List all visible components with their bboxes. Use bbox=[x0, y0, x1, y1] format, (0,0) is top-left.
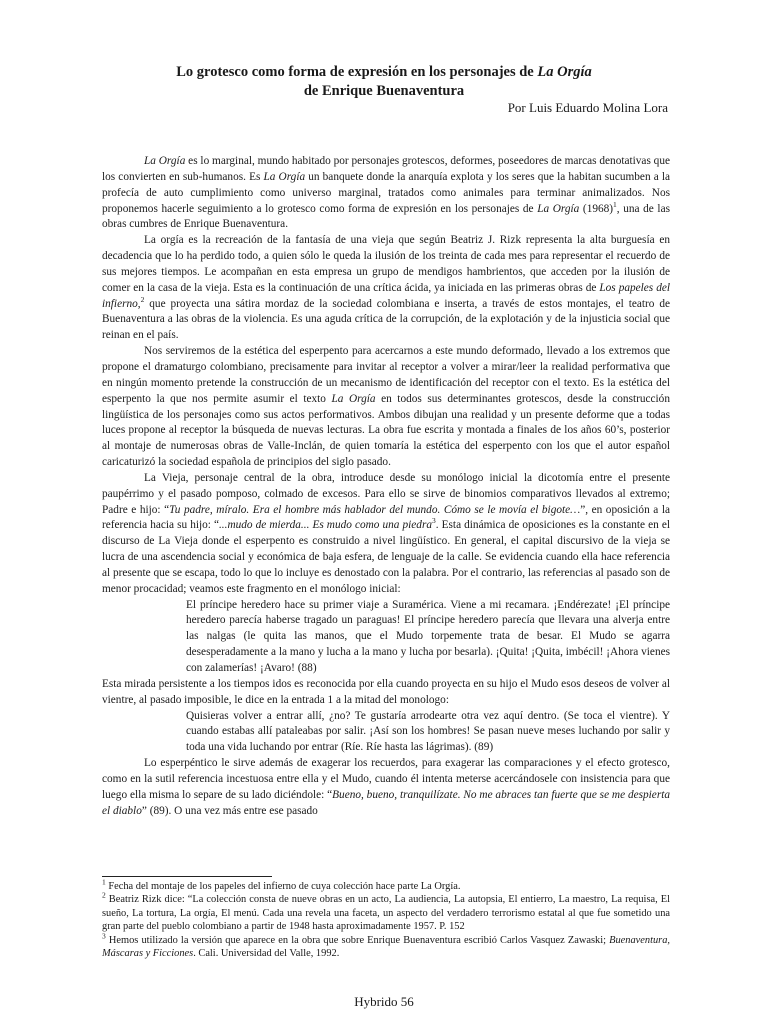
title-italic-work: La Orgía bbox=[537, 64, 592, 80]
footnote-1 bbox=[102, 877, 670, 893]
text-run: (1968) bbox=[579, 202, 614, 215]
paragraph-2 bbox=[102, 233, 670, 344]
footnote-number: 1 bbox=[102, 877, 106, 887]
text-run: La Vieja, personaje central de la obra, introduce desde su monólogo inicial la dicotomía entre el presente paupérrimo y el pasado pomposo, colmado de excesos. Para ello se sirve de binomios comparativos llevados al extremo; Padre e hijo: “ bbox=[102, 471, 670, 516]
italic-quote: Tu padre, míralo. Era el hombre más hablador del mundo. Cómo se le movía el bigote… bbox=[169, 503, 581, 516]
page-footer: Hybrido 56 bbox=[354, 994, 414, 1009]
author-byline: Por Luis Eduardo Molina Lora bbox=[507, 100, 668, 115]
block-quote-2: Quisieras volver a entrar allí, ¿no? Te gustaría arrodearte otra vez aquí dentro. (Se toca el vientre). Y cuando estabas allí pataleabas por salir. ¡Así son los hombres! Se pasan nueve meses luchando por salir y toda una vida luchando por entrar (Ríe. Ríe hasta las lágrimas). (89) bbox=[186, 709, 670, 754]
italic-title: La Orgía bbox=[263, 170, 306, 183]
italic-title: Buenaventura, Máscaras y Ficciones bbox=[102, 934, 670, 960]
text-run: es lo marginal, mundo habitado por personajes grotescos, deformes, poseedores de marcas denotativas que los convierten en sub-humanos. Es bbox=[102, 155, 670, 183]
block-quote-1: El príncipe heredero hace su primer viaje a Suramérica. Viene a mi recamara. ¡Endérezate! ¡El príncipe heredero parecía haberse tragado un paraguas! El príncipe heredero parecía que llevara una alverja entre las nalgas (le quita las manos, que el Mudo torpemente trata de besar. El Mudo se agarra desesperadamente a la mano y lucha a la mano y lucha por besarla). ¡Quita! ¡Quita, imbécil! ¡Ahora vienes con zalamerías! ¡Avaro! (88) bbox=[186, 598, 670, 674]
footnote-ref: 3 bbox=[432, 516, 436, 526]
text-run: , bbox=[137, 297, 141, 310]
paragraph-3 bbox=[102, 344, 670, 471]
paper-title-line-2: de Enrique Buenaventura bbox=[303, 83, 465, 99]
footnote-number: 3 bbox=[102, 931, 106, 941]
italic-title: Los papeles del infierno bbox=[102, 281, 670, 310]
paragraph-5: Esta mirada persistente a los tiempos idos es reconocida por ella cuando proyecta en su hijo el Mudo esos deseos de volver al vientre, al pasado imposible, le dice en la entrada 1 a la mitad del monologo: bbox=[102, 677, 670, 706]
footnote-3 bbox=[102, 931, 670, 961]
body-text bbox=[102, 154, 670, 819]
paragraph-4 bbox=[102, 471, 670, 598]
footnote-number: 2 bbox=[102, 890, 106, 900]
text-run: que proyecta una sátira mordaz de la sociedad colombiana e inserta, a través de estos montajes, el teatro de Buenaventura a las obras de la violencia. Es una aguda crítica de la corrupción, de la explotación y de la injusticia social que reinan en el país. bbox=[102, 297, 670, 342]
text-run: , una de las obras cumbres de Enrique Buenaventura. bbox=[102, 202, 670, 231]
italic-title: La Orgía bbox=[144, 155, 186, 167]
footnote-ref: 2 bbox=[140, 294, 145, 304]
text-run: Nos serviremos de la estética del esperpento para acercarnos a este mundo deformado, llevado a los extremos que propone el dramaturgo colombiano, precisamente para invitar al receptor a volver a mirar/leer la realidad performativa que en ningún momento pretende la construcción de un mecanismo de identificación del receptor con el texto. Es la estética del esperpento la que nos permite asumir el texto bbox=[102, 345, 670, 405]
footnote-text: Fecha del montaje de los papeles del infierno de cuya colección hace parte La Orgía. bbox=[105, 881, 461, 892]
footnote-ref: 1 bbox=[613, 199, 617, 209]
footnote-separator bbox=[102, 876, 272, 877]
text-run: Lo esperpéntico le sirve además de exagerar los recuerdos, para exagerar las comparaciones y el efecto grotesco, como en la sutil referencia incestuosa entre ella y el Mudo, cuando él intenta meterse acercándosele con insistencia para que luego ella misma lo separe de su lado diciéndole: “ bbox=[102, 757, 670, 801]
footnote-text: Beatriz Rizk dice: “La colección consta de nueve obras en un acto, La audiencia, La autopsia, El entierro, La maestro, La requisa, El sueño, La tortura, La orgía, El menú. Cada una revela una faceta, un aspecto del verdadero terrorismo estatal al que fue sometido una gran parte del pueblo colombiano a partir de 1948 hasta aproximadamente 1957. P. 152 bbox=[102, 894, 670, 933]
italic-quote: ...mudo de mierda... Es mudo como una piedra bbox=[218, 519, 432, 532]
footnote-2 bbox=[102, 890, 670, 933]
text-run: ” (89). O una vez más entre ese pasado bbox=[141, 804, 318, 817]
footnote-text: . Cali. Universidad del Valle, 1992. bbox=[193, 948, 340, 960]
italic-quote: Bueno, bueno, tranquilízate. No me abraces tan fuerte que se me despierta el diablo bbox=[102, 788, 670, 817]
italic-title: La Orgía bbox=[537, 202, 580, 215]
title-text: Lo grotesco como forma de expresión en los personajes de bbox=[176, 64, 538, 80]
text-run: un banquete donde la anarquía explota y los seres que la habitan sucumben a la profecía de auto cumplimiento como universo marginal, tratados como animales para terminar animalizados. Nos proponemos hacerle seguimiento a lo grotesco como forma de expresión en los personajes de bbox=[102, 170, 671, 215]
footnotes bbox=[102, 877, 670, 960]
footnote-text: Hemos utilizado la versión que aparece en la obra que sobre Enrique Buenaventura escribió Carlos Vasquez Zawaski; bbox=[105, 934, 610, 946]
italic-title: La Orgía bbox=[331, 392, 376, 405]
text-run: en todos sus determinantes grotescos, desde la construcción lingüística de los personajes como sus actos performativos. Ambos dibujan una realidad y un presente deforme que a todas luces propone al receptor la búsqueda de nuevas lecturas. La obra fue escrita y montada a finales de los años 60’s, posterior al montaje de numerosas obras de Valle-Inclán, de quien tomaría la estética del esperpento con los que el autor español caricaturizó la sociedad española de principios del siglo pasado. bbox=[102, 392, 670, 469]
paragraph-1 bbox=[102, 154, 670, 233]
text-run: La orgía es la recreación de la fantasía de una vieja que según Beatriz J. Rizk representa la alta burguesía en decadencia que lo ha perdido todo, a quien sólo le queda la ilusión de los treinta de cada mes para representar el recuerdo de sus mejores tiempos. Le acompañan en esta empresa un grupo de mendigos hambrientos, que acceden por la ilusión de comer en la casa de la vieja. Esta es la continuación de una crítica ácida, ya iniciada en las primeras obras de bbox=[102, 234, 670, 294]
text-run: . Esta dinámica de oposiciones es la constante en el discurso de La Vieja donde el esperpento es construido a nivel lingüístico. En general, el capital discursivo de la vieja se lucra de una ascendencia social y económica de baja esfera, de lenguaje de la calle. Se evidencia cuando ella hace referencia al presente que se escapa, todo lo que lo incluye es denostado con la palabra. Por el contrario, las referencias al pasado son de menor procacidad; veamos este fragmento en el monólogo inicial: bbox=[102, 519, 670, 595]
paper-title-line-1 bbox=[0, 63, 768, 81]
paragraph-6 bbox=[102, 756, 670, 819]
text-run: ”, en oposición a la referencia hacia su hijo: “ bbox=[102, 503, 671, 532]
